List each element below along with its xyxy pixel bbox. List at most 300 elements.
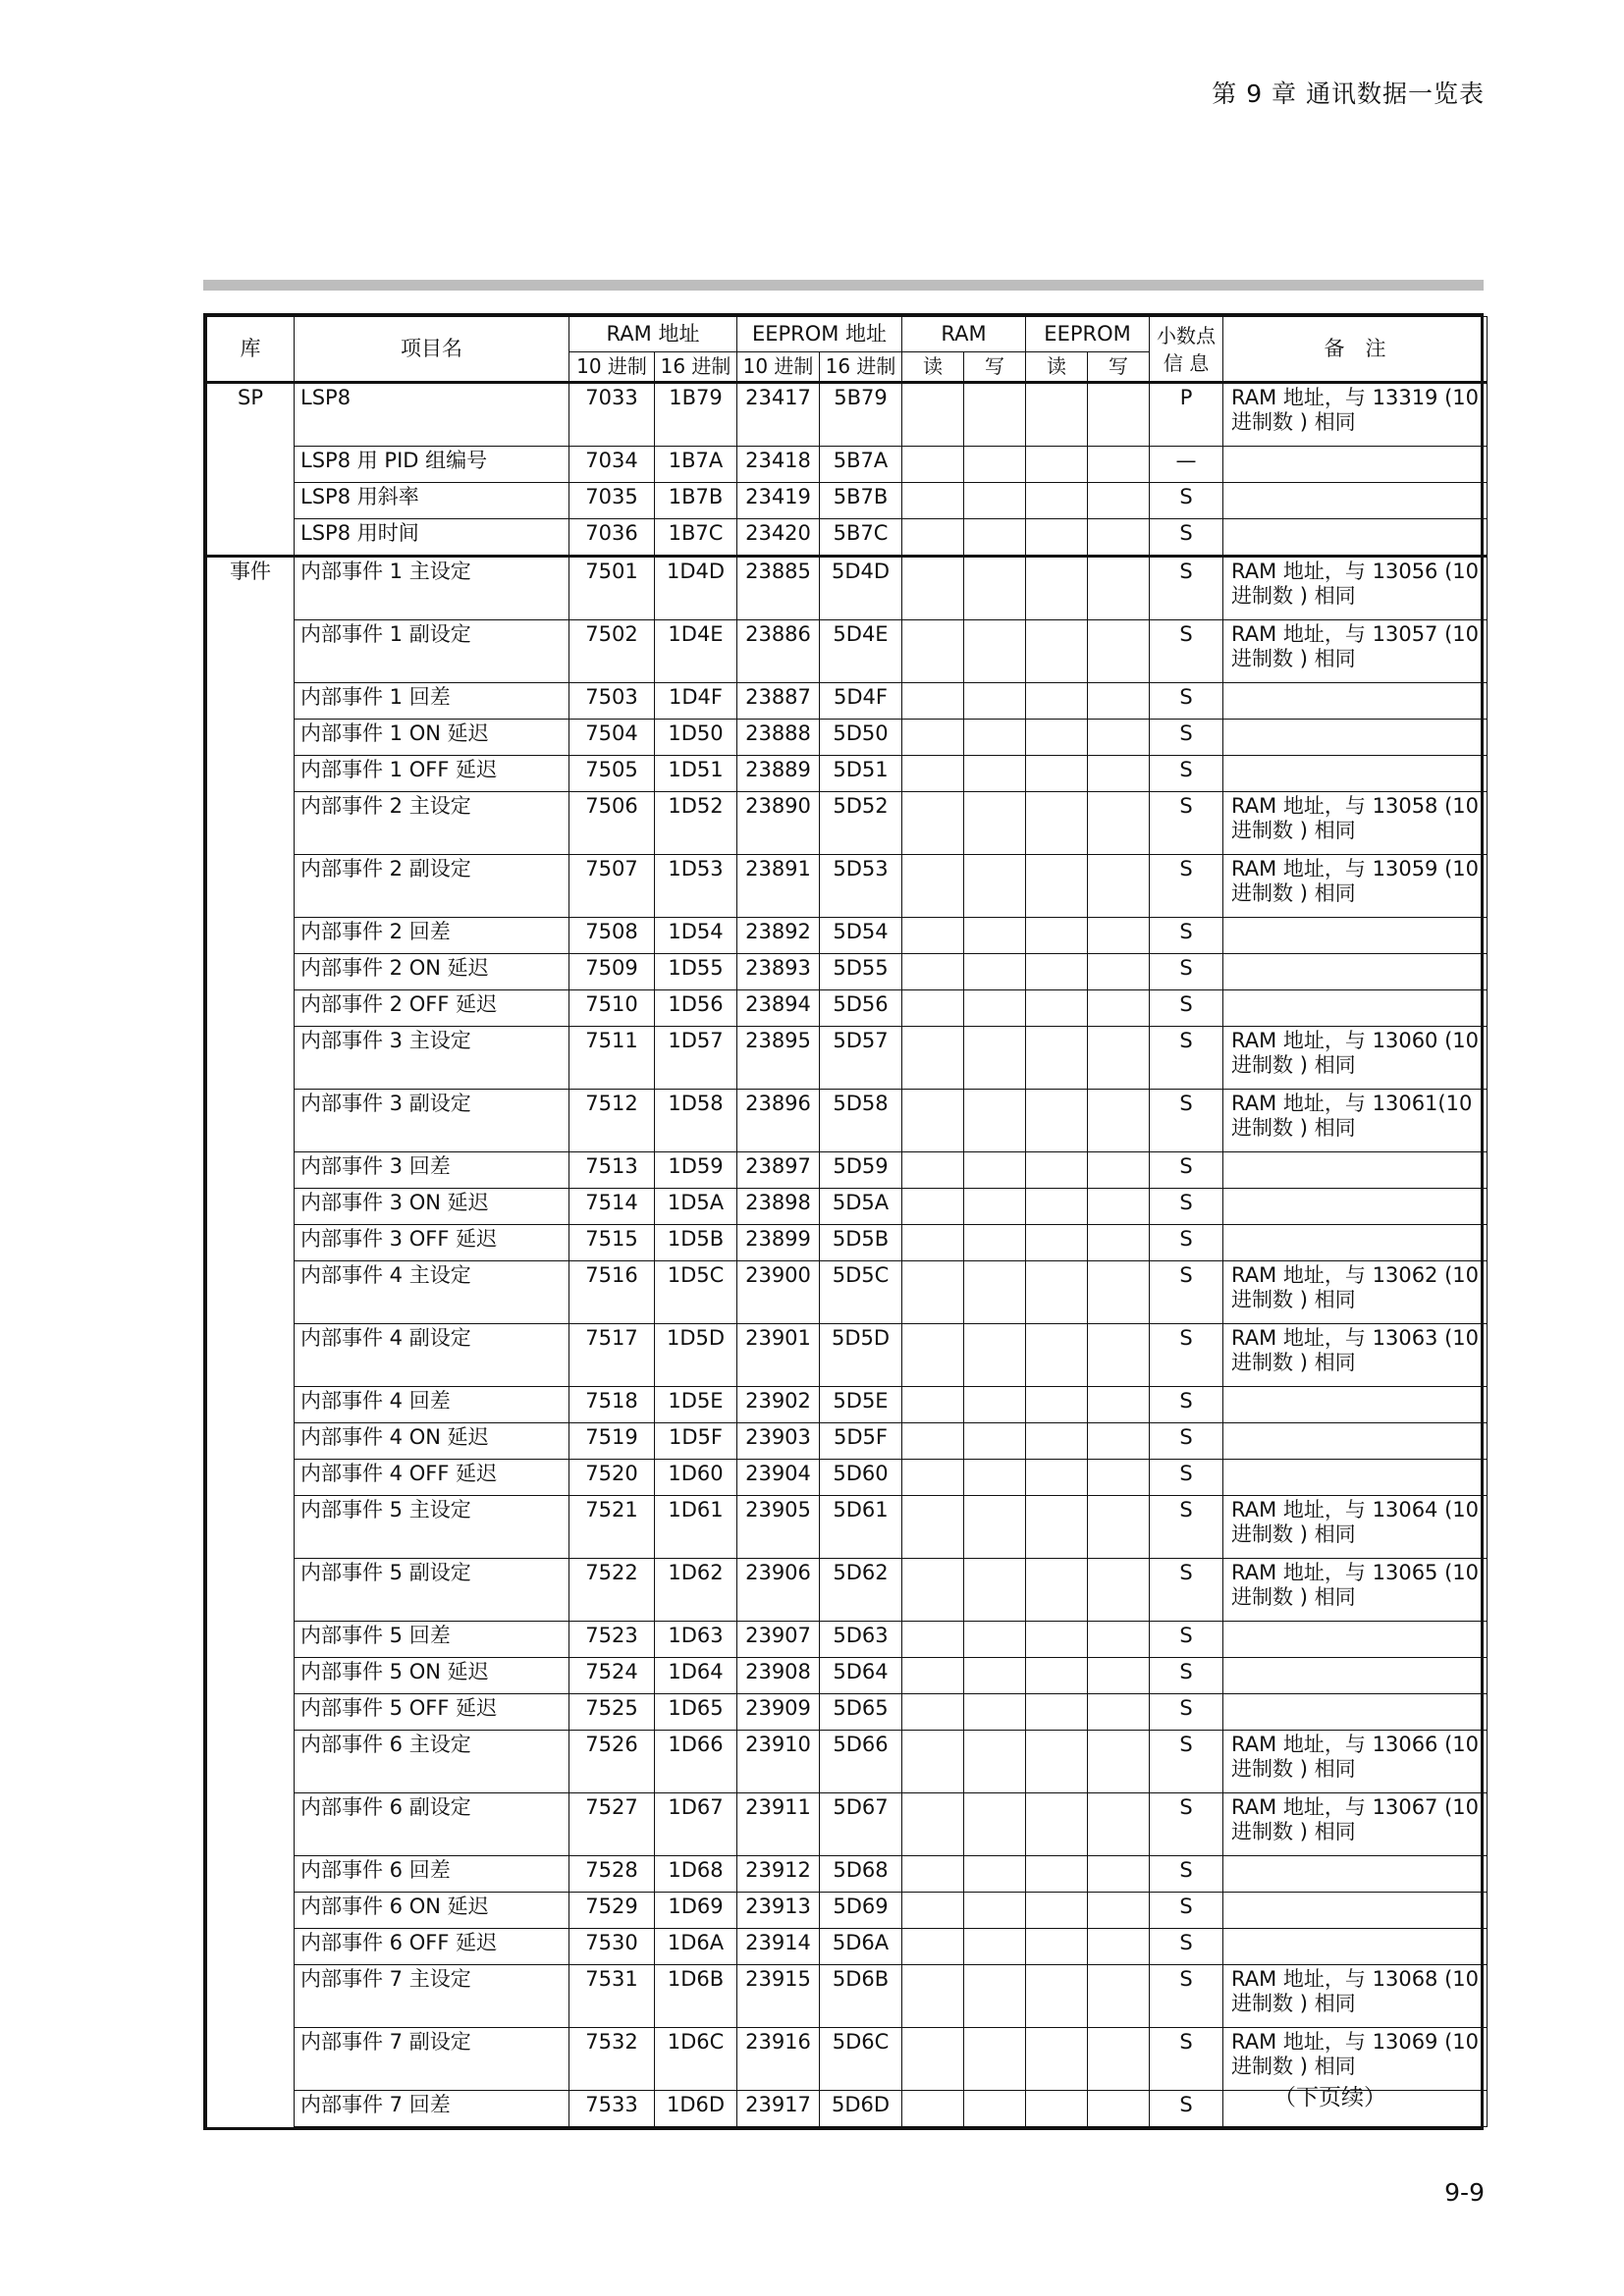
- cell-eeprom-read: [1026, 1387, 1088, 1423]
- cell-ram-write: [964, 918, 1026, 954]
- cell-decimal-info: S: [1150, 1731, 1223, 1793]
- table-row: [207, 447, 1488, 483]
- cell-eeprom-read: [1026, 1423, 1088, 1460]
- cell-remarks: [1223, 1622, 1488, 1658]
- cell-item: LSP8: [295, 383, 569, 447]
- chapter-header: 第 9 章 通讯数据一览表: [1212, 80, 1485, 108]
- cell-ram-dec: 7528: [569, 1856, 655, 1893]
- cell-decimal-info: S: [1150, 620, 1223, 683]
- cell-eeprom-dec: 23897: [737, 1152, 820, 1189]
- table-row: [207, 1261, 1488, 1324]
- cell-ram-dec: 7515: [569, 1225, 655, 1261]
- cell-ram-dec: 7514: [569, 1189, 655, 1225]
- cell-ram-read: [902, 720, 964, 756]
- cell-ram-read: [902, 1856, 964, 1893]
- table-row: [207, 1027, 1488, 1090]
- cell-ram-write: [964, 1460, 1026, 1496]
- cell-decimal-info: S: [1150, 1387, 1223, 1423]
- table-row: [207, 519, 1488, 557]
- table-row: [207, 855, 1488, 918]
- cell-ram-write: [964, 1027, 1026, 1090]
- cell-eeprom-write: [1088, 1027, 1150, 1090]
- cell-item: LSP8 用时间: [295, 519, 569, 557]
- cell-eeprom-read: [1026, 1622, 1088, 1658]
- cell-item: 内部事件 4 ON 延迟: [295, 1423, 569, 1460]
- cell-ram-read: [902, 1189, 964, 1225]
- cell-eeprom-write: [1088, 1658, 1150, 1694]
- cell-ram-hex: 1D66: [655, 1731, 737, 1793]
- cell-eeprom-write: [1088, 1261, 1150, 1324]
- cell-remarks: [1223, 1460, 1488, 1496]
- table-row: [207, 557, 1488, 620]
- cell-eeprom-read: [1026, 2091, 1088, 2127]
- cell-item: 内部事件 1 ON 延迟: [295, 720, 569, 756]
- cell-eeprom-dec: 23916: [737, 2028, 820, 2091]
- cell-decimal-info: S: [1150, 792, 1223, 855]
- cell-ram-write: [964, 1324, 1026, 1387]
- cell-eeprom-dec: 23896: [737, 1090, 820, 1152]
- cell-ram-read: [902, 756, 964, 792]
- cell-eeprom-dec: 23419: [737, 483, 820, 519]
- cell-eeprom-read: [1026, 1856, 1088, 1893]
- cell-remarks: [1223, 954, 1488, 990]
- cell-eeprom-hex: 5B7C: [820, 519, 902, 557]
- cell-ram-dec: 7036: [569, 519, 655, 557]
- cell-eeprom-dec: 23915: [737, 1965, 820, 2028]
- cell-library: SP: [207, 383, 295, 447]
- cell-ram-write: [964, 1559, 1026, 1622]
- cell-library: [207, 519, 295, 557]
- cell-item: 内部事件 4 OFF 延迟: [295, 1460, 569, 1496]
- cell-ram-hex: 1D4E: [655, 620, 737, 683]
- cell-eeprom-dec: 23912: [737, 1856, 820, 1893]
- table-row: [207, 756, 1488, 792]
- cell-ram-hex: 1D65: [655, 1694, 737, 1731]
- cell-ram-hex: 1B7C: [655, 519, 737, 557]
- cell-ram-read: [902, 519, 964, 557]
- cell-ram-read: [902, 683, 964, 720]
- cell-item: 内部事件 3 主设定: [295, 1027, 569, 1090]
- cell-eeprom-read: [1026, 557, 1088, 620]
- cell-ram-dec: 7504: [569, 720, 655, 756]
- cell-ram-write: [964, 1423, 1026, 1460]
- cell-ram-dec: 7529: [569, 1893, 655, 1929]
- cell-ram-dec: 7513: [569, 1152, 655, 1189]
- cell-eeprom-read: [1026, 792, 1088, 855]
- cell-eeprom-dec: 23904: [737, 1460, 820, 1496]
- cell-eeprom-dec: 23917: [737, 2091, 820, 2127]
- cell-ram-hex: 1D57: [655, 1027, 737, 1090]
- cell-ram-hex: 1D51: [655, 756, 737, 792]
- cell-decimal-info: S: [1150, 1027, 1223, 1090]
- table-row: [207, 1694, 1488, 1731]
- table-header: [207, 317, 1488, 383]
- col-remarks: 备 注: [1223, 317, 1488, 383]
- cell-ram-hex: 1B7B: [655, 483, 737, 519]
- cell-eeprom-write: [1088, 1622, 1150, 1658]
- cell-eeprom-write: [1088, 990, 1150, 1027]
- cell-decimal-info: S: [1150, 1622, 1223, 1658]
- cell-ram-dec: 7512: [569, 1090, 655, 1152]
- cell-remarks: [1223, 447, 1488, 483]
- cell-decimal-info: S: [1150, 990, 1223, 1027]
- cell-library: [207, 1460, 295, 1496]
- cell-library: [207, 1965, 295, 2028]
- cell-item: 内部事件 6 主设定: [295, 1731, 569, 1793]
- cell-library: [207, 683, 295, 720]
- cell-remarks: RAM 地址，与 13058 (10 进制数 ) 相同: [1223, 792, 1488, 855]
- col-ram-dec: 10 进制: [569, 352, 655, 383]
- cell-eeprom-write: [1088, 1189, 1150, 1225]
- cell-eeprom-read: [1026, 954, 1088, 990]
- cell-eeprom-dec: 23911: [737, 1793, 820, 1856]
- cell-eeprom-dec: 23885: [737, 557, 820, 620]
- cell-eeprom-hex: 5D6B: [820, 1965, 902, 2028]
- cell-ram-write: [964, 620, 1026, 683]
- cell-eeprom-read: [1026, 1152, 1088, 1189]
- cell-remarks: RAM 地址，与 13056 (10 进制数 ) 相同: [1223, 557, 1488, 620]
- cell-eeprom-write: [1088, 1793, 1150, 1856]
- table-row: [207, 1559, 1488, 1622]
- cell-remarks: [1223, 756, 1488, 792]
- cell-eeprom-hex: 5D56: [820, 990, 902, 1027]
- cell-eeprom-read: [1026, 519, 1088, 557]
- table-row: [207, 683, 1488, 720]
- col-eeprom-dec: 10 进制: [737, 352, 820, 383]
- cell-ram-write: [964, 1929, 1026, 1965]
- cell-ram-write: [964, 447, 1026, 483]
- cell-eeprom-write: [1088, 2091, 1150, 2127]
- cell-ram-write: [964, 792, 1026, 855]
- cell-decimal-info: S: [1150, 954, 1223, 990]
- cell-ram-write: [964, 1658, 1026, 1694]
- cell-ram-hex: 1D69: [655, 1893, 737, 1929]
- cell-eeprom-dec: 23890: [737, 792, 820, 855]
- table-row: [207, 1731, 1488, 1793]
- col-ram: RAM: [902, 317, 1026, 352]
- cell-item: 内部事件 4 回差: [295, 1387, 569, 1423]
- cell-ram-dec: 7506: [569, 792, 655, 855]
- cell-eeprom-read: [1026, 383, 1088, 447]
- cell-library: [207, 1658, 295, 1694]
- cell-ram-hex: 1D5B: [655, 1225, 737, 1261]
- cell-item: 内部事件 7 主设定: [295, 1965, 569, 2028]
- cell-ram-dec: 7527: [569, 1793, 655, 1856]
- cell-eeprom-write: [1088, 383, 1150, 447]
- cell-eeprom-dec: 23886: [737, 620, 820, 683]
- cell-eeprom-dec: 23887: [737, 683, 820, 720]
- cell-decimal-info: S: [1150, 1423, 1223, 1460]
- cell-library: [207, 1856, 295, 1893]
- cell-remarks: [1223, 990, 1488, 1027]
- cell-item: 内部事件 5 副设定: [295, 1559, 569, 1622]
- cell-item: 内部事件 2 副设定: [295, 855, 569, 918]
- cell-ram-write: [964, 1793, 1026, 1856]
- cell-item: 内部事件 6 副设定: [295, 1793, 569, 1856]
- cell-remarks: RAM 地址，与 13059 (10 进制数 ) 相同: [1223, 855, 1488, 918]
- cell-ram-read: [902, 1559, 964, 1622]
- cell-eeprom-dec: 23909: [737, 1694, 820, 1731]
- cell-ram-write: [964, 1856, 1026, 1893]
- cell-ram-dec: 7509: [569, 954, 655, 990]
- cell-decimal-info: S: [1150, 1965, 1223, 2028]
- col-eeprom-address: EEPROM 地址: [737, 317, 902, 352]
- cell-eeprom-dec: 23894: [737, 990, 820, 1027]
- cell-eeprom-hex: 5D50: [820, 720, 902, 756]
- cell-decimal-info: S: [1150, 1152, 1223, 1189]
- cell-decimal-info: S: [1150, 720, 1223, 756]
- cell-library: [207, 1225, 295, 1261]
- cell-eeprom-read: [1026, 1090, 1088, 1152]
- cell-eeprom-dec: 23899: [737, 1225, 820, 1261]
- cell-ram-read: [902, 1324, 964, 1387]
- cell-ram-read: [902, 1929, 964, 1965]
- cell-decimal-info: —: [1150, 447, 1223, 483]
- cell-eeprom-hex: 5D5A: [820, 1189, 902, 1225]
- cell-ram-write: [964, 954, 1026, 990]
- cell-ram-hex: 1D62: [655, 1559, 737, 1622]
- cell-eeprom-write: [1088, 1559, 1150, 1622]
- cell-ram-dec: 7034: [569, 447, 655, 483]
- cell-eeprom-dec: 23910: [737, 1731, 820, 1793]
- cell-ram-write: [964, 1694, 1026, 1731]
- cell-item: 内部事件 6 回差: [295, 1856, 569, 1893]
- cell-eeprom-hex: 5D66: [820, 1731, 902, 1793]
- page-number: 9-9: [1444, 2178, 1485, 2207]
- cell-ram-dec: 7532: [569, 2028, 655, 2091]
- cell-ram-dec: 7526: [569, 1731, 655, 1793]
- cell-eeprom-hex: 5B7A: [820, 447, 902, 483]
- cell-library: [207, 1387, 295, 1423]
- cell-decimal-info: S: [1150, 1324, 1223, 1387]
- cell-remarks: RAM 地址，与 13064 (10 进制数 ) 相同: [1223, 1496, 1488, 1559]
- cell-ram-read: [902, 1694, 964, 1731]
- cell-eeprom-write: [1088, 447, 1150, 483]
- cell-library: [207, 447, 295, 483]
- cell-decimal-info: S: [1150, 918, 1223, 954]
- cell-eeprom-write: [1088, 1460, 1150, 1496]
- cell-ram-dec: 7519: [569, 1423, 655, 1460]
- cell-remarks: [1223, 1152, 1488, 1189]
- cell-library: [207, 2091, 295, 2127]
- cell-eeprom-read: [1026, 1658, 1088, 1694]
- cell-ram-hex: 1D6B: [655, 1965, 737, 2028]
- cell-ram-read: [902, 1152, 964, 1189]
- cell-ram-write: [964, 720, 1026, 756]
- cell-ram-hex: 1D61: [655, 1496, 737, 1559]
- cell-eeprom-write: [1088, 1893, 1150, 1929]
- cell-ram-write: [964, 2028, 1026, 2091]
- cell-decimal-info: S: [1150, 483, 1223, 519]
- cell-ram-hex: 1D6D: [655, 2091, 737, 2127]
- cell-decimal-info: S: [1150, 1496, 1223, 1559]
- cell-eeprom-hex: 5D57: [820, 1027, 902, 1090]
- cell-ram-read: [902, 1793, 964, 1856]
- cell-eeprom-write: [1088, 2028, 1150, 2091]
- table-row: [207, 1929, 1488, 1965]
- cell-remarks: RAM 地址，与 13319 (10 进制数 ) 相同: [1223, 383, 1488, 447]
- cell-decimal-info: S: [1150, 1793, 1223, 1856]
- table-row: [207, 383, 1488, 447]
- cell-library: [207, 1793, 295, 1856]
- cell-eeprom-read: [1026, 1189, 1088, 1225]
- cell-eeprom-hex: 5D4E: [820, 620, 902, 683]
- cell-eeprom-hex: 5D65: [820, 1694, 902, 1731]
- cell-eeprom-read: [1026, 1225, 1088, 1261]
- cell-eeprom-read: [1026, 2028, 1088, 2091]
- cell-eeprom-hex: 5D5C: [820, 1261, 902, 1324]
- cell-ram-write: [964, 519, 1026, 557]
- cell-ram-read: [902, 792, 964, 855]
- cell-remarks: RAM 地址，与 13062 (10 进制数 ) 相同: [1223, 1261, 1488, 1324]
- cell-decimal-info: S: [1150, 1694, 1223, 1731]
- table-row: [207, 1658, 1488, 1694]
- cell-item: 内部事件 2 主设定: [295, 792, 569, 855]
- cell-eeprom-dec: 23889: [737, 756, 820, 792]
- cell-library: [207, 2028, 295, 2091]
- cell-eeprom-write: [1088, 756, 1150, 792]
- cell-eeprom-read: [1026, 918, 1088, 954]
- cell-ram-write: [964, 990, 1026, 1027]
- cell-eeprom-write: [1088, 918, 1150, 954]
- cell-eeprom-write: [1088, 1090, 1150, 1152]
- table-row: [207, 1225, 1488, 1261]
- cell-eeprom-hex: 5D55: [820, 954, 902, 990]
- cell-item: 内部事件 1 主设定: [295, 557, 569, 620]
- top-rule: [203, 280, 1484, 291]
- cell-library: [207, 1694, 295, 1731]
- table-row: [207, 1423, 1488, 1460]
- cell-ram-hex: 1D4D: [655, 557, 737, 620]
- cell-library: [207, 1324, 295, 1387]
- cell-eeprom-write: [1088, 792, 1150, 855]
- cell-remarks: [1223, 1423, 1488, 1460]
- cell-ram-write: [964, 557, 1026, 620]
- cell-eeprom-hex: 5D6A: [820, 1929, 902, 1965]
- cell-ram-write: [964, 683, 1026, 720]
- table-row: [207, 720, 1488, 756]
- table-row: [207, 954, 1488, 990]
- cell-decimal-info: S: [1150, 2091, 1223, 2127]
- cell-ram-read: [902, 2091, 964, 2127]
- cell-eeprom-dec: 23898: [737, 1189, 820, 1225]
- cell-item: 内部事件 2 ON 延迟: [295, 954, 569, 990]
- cell-library: [207, 1027, 295, 1090]
- cell-decimal-info: S: [1150, 683, 1223, 720]
- cell-eeprom-hex: 5D69: [820, 1893, 902, 1929]
- cell-ram-read: [902, 1423, 964, 1460]
- data-table: [206, 316, 1488, 2127]
- cell-ram-hex: 1D6C: [655, 2028, 737, 2091]
- cell-eeprom-read: [1026, 683, 1088, 720]
- table-row: [207, 1460, 1488, 1496]
- cell-eeprom-write: [1088, 1929, 1150, 1965]
- table-row: [207, 1622, 1488, 1658]
- cell-eeprom-dec: 23901: [737, 1324, 820, 1387]
- cell-eeprom-write: [1088, 720, 1150, 756]
- cell-eeprom-dec: 23914: [737, 1929, 820, 1965]
- cell-eeprom-write: [1088, 1694, 1150, 1731]
- cell-library: [207, 918, 295, 954]
- cell-ram-read: [902, 620, 964, 683]
- cell-ram-hex: 1D63: [655, 1622, 737, 1658]
- cell-ram-write: [964, 2091, 1026, 2127]
- col-eeprom-read: 读: [1026, 352, 1088, 383]
- cell-ram-read: [902, 1893, 964, 1929]
- cell-remarks: [1223, 1189, 1488, 1225]
- table-row: [207, 620, 1488, 683]
- cell-remarks: [1223, 1893, 1488, 1929]
- cell-item: 内部事件 3 回差: [295, 1152, 569, 1189]
- cell-ram-write: [964, 1189, 1026, 1225]
- cell-item: 内部事件 5 主设定: [295, 1496, 569, 1559]
- cell-ram-dec: 7035: [569, 483, 655, 519]
- cell-eeprom-hex: 5B7B: [820, 483, 902, 519]
- cell-eeprom-dec: 23418: [737, 447, 820, 483]
- cell-ram-hex: 1D5C: [655, 1261, 737, 1324]
- cell-remarks: [1223, 1658, 1488, 1694]
- cell-library: 事件: [207, 557, 295, 620]
- cell-eeprom-write: [1088, 1423, 1150, 1460]
- cell-remarks: [1223, 918, 1488, 954]
- cell-eeprom-read: [1026, 1496, 1088, 1559]
- col-decimal-info: [1150, 317, 1223, 383]
- cell-eeprom-hex: 5D61: [820, 1496, 902, 1559]
- table-row: [207, 1387, 1488, 1423]
- cell-ram-write: [964, 1965, 1026, 2028]
- cell-remarks: RAM 地址，与 13069 (10 进制数 ) 相同: [1223, 2028, 1488, 2091]
- col-eeprom: EEPROM: [1026, 317, 1150, 352]
- cell-ram-read: [902, 2028, 964, 2091]
- cell-ram-hex: 1D55: [655, 954, 737, 990]
- cell-eeprom-hex: 5D60: [820, 1460, 902, 1496]
- cell-remarks: [1223, 720, 1488, 756]
- cell-ram-dec: 7516: [569, 1261, 655, 1324]
- cell-ram-dec: 7508: [569, 918, 655, 954]
- col-eeprom-write: 写: [1088, 352, 1150, 383]
- cell-ram-hex: 1D5A: [655, 1189, 737, 1225]
- cell-eeprom-read: [1026, 990, 1088, 1027]
- cell-item: 内部事件 2 OFF 延迟: [295, 990, 569, 1027]
- cell-decimal-info: S: [1150, 519, 1223, 557]
- cell-remarks: RAM 地址，与 13060 (10 进制数 ) 相同: [1223, 1027, 1488, 1090]
- cell-ram-read: [902, 1658, 964, 1694]
- cell-decimal-info: P: [1150, 383, 1223, 447]
- cell-eeprom-hex: 5D51: [820, 756, 902, 792]
- cell-library: [207, 1090, 295, 1152]
- cell-eeprom-write: [1088, 519, 1150, 557]
- cell-eeprom-read: [1026, 855, 1088, 918]
- cell-eeprom-write: [1088, 855, 1150, 918]
- cell-eeprom-dec: 23902: [737, 1387, 820, 1423]
- cell-library: [207, 1893, 295, 1929]
- cell-ram-dec: 7505: [569, 756, 655, 792]
- cell-eeprom-read: [1026, 483, 1088, 519]
- cell-ram-hex: 1D5D: [655, 1324, 737, 1387]
- cell-ram-dec: 7521: [569, 1496, 655, 1559]
- cell-eeprom-hex: 5D6D: [820, 2091, 902, 2127]
- cell-eeprom-hex: 5D59: [820, 1152, 902, 1189]
- cell-library: [207, 1731, 295, 1793]
- cell-eeprom-read: [1026, 1324, 1088, 1387]
- cell-ram-write: [964, 1496, 1026, 1559]
- table-row: [207, 1856, 1488, 1893]
- cell-ram-write: [964, 1387, 1026, 1423]
- cell-item: 内部事件 2 回差: [295, 918, 569, 954]
- cell-item: LSP8 用斜率: [295, 483, 569, 519]
- cell-eeprom-hex: 5D67: [820, 1793, 902, 1856]
- cell-ram-dec: 7503: [569, 683, 655, 720]
